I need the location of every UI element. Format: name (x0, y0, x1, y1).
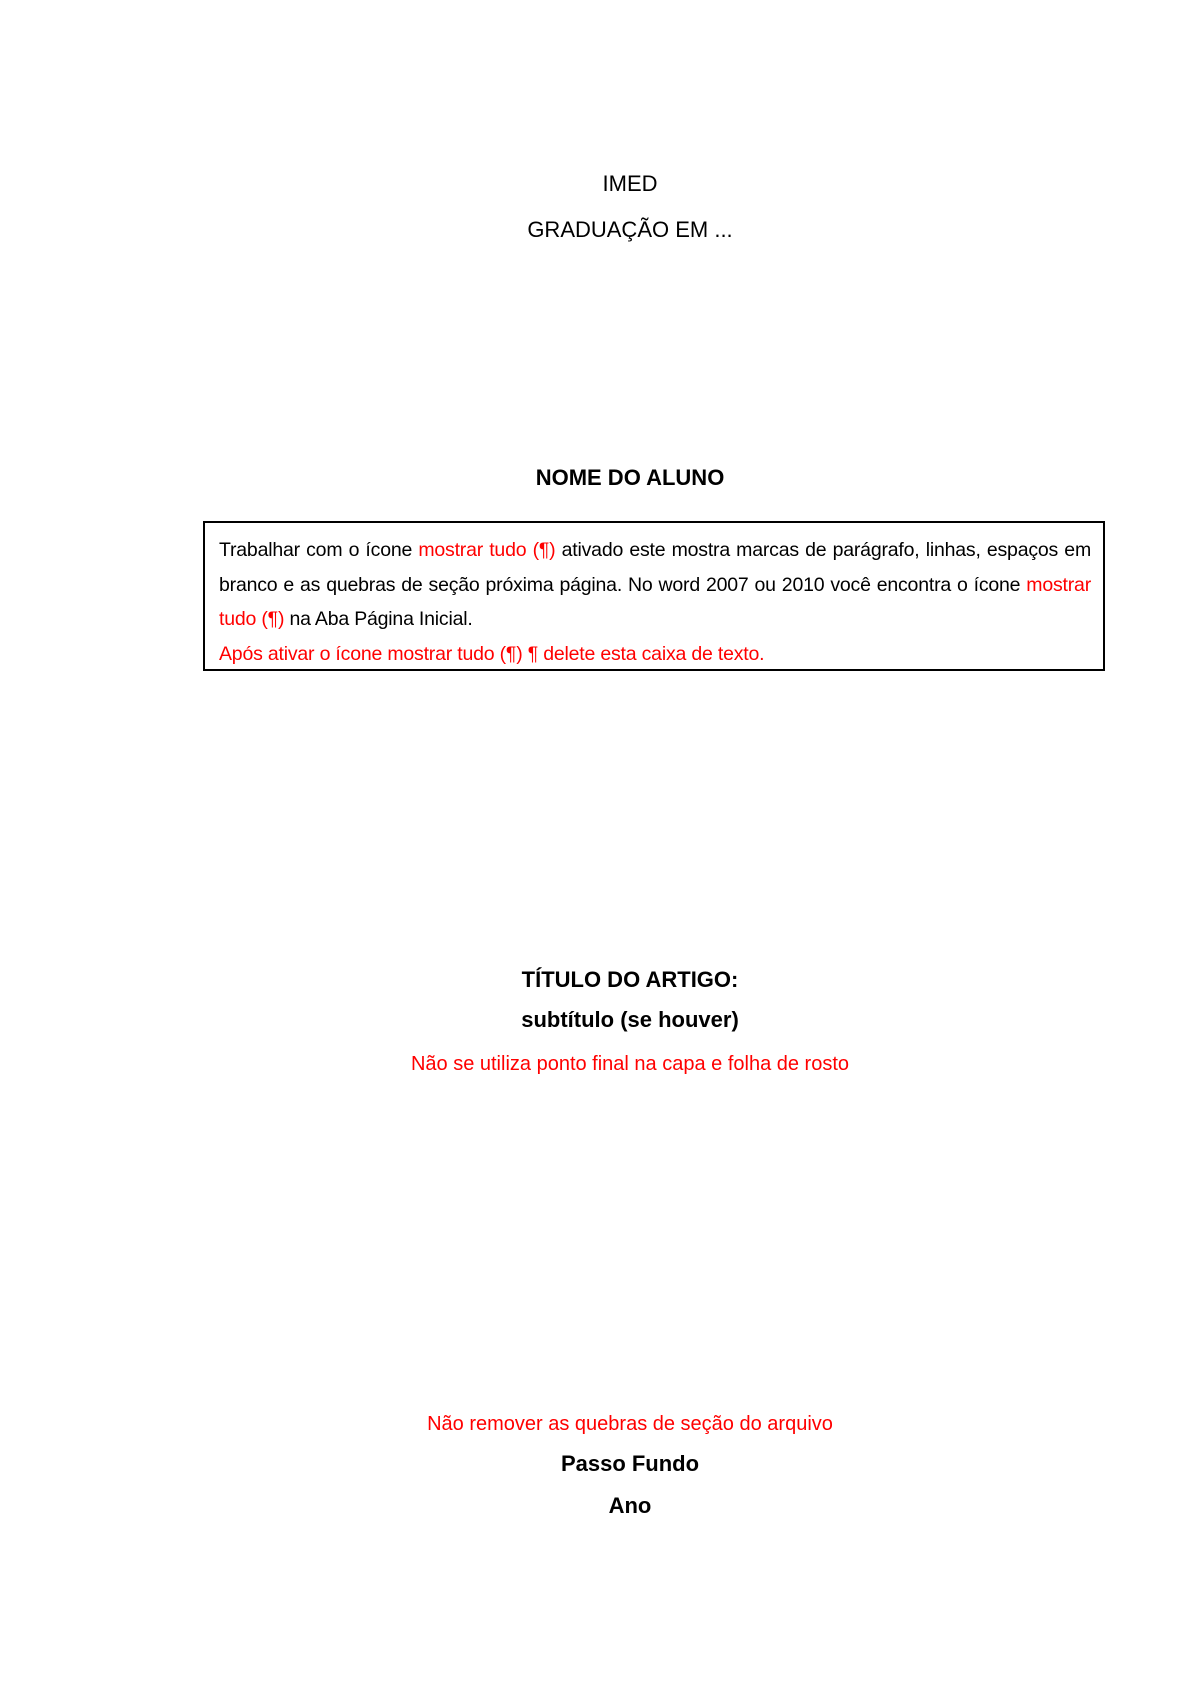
city: Passo Fundo (560, 1451, 700, 1476)
instruction-text: na Aba Página Inicial. (284, 608, 473, 630)
instruction-highlight: mostrar tudo (¶) (418, 539, 556, 561)
cover-note: Não se utiliza ponto final na capa e folha de rosto (410, 1053, 850, 1075)
article-title: TÍTULO DO ARTIGO: (521, 967, 739, 992)
instruction-delete-note: Após ativar o ícone mostrar tudo (¶) ¶ delete esta caixa de texto. (219, 642, 765, 665)
instruction-textbox[interactable] (203, 521, 1105, 671)
article-subtitle: subtítulo (se houver) (521, 1007, 739, 1032)
instruction-text: ativado este mostra marcas de parágrafo, linhas, espaços em branco e as quebras de seção próxima página. No word 2007 ou 2010 você encontra o ícone (219, 539, 1091, 596)
institution-name: IMED (602, 171, 658, 196)
course-name: GRADUAÇÃO EM ... (527, 217, 733, 242)
instruction-paragraph (219, 533, 1091, 637)
instruction-highlight: mostrar tudo (¶) (219, 573, 1091, 630)
student-name: NOME DO ALUNO (535, 465, 725, 490)
instruction-text: Trabalhar com o ícone (219, 539, 419, 561)
section-break-note: Não remover as quebras de seção do arquivo (427, 1413, 833, 1435)
year: Ano (608, 1493, 652, 1518)
